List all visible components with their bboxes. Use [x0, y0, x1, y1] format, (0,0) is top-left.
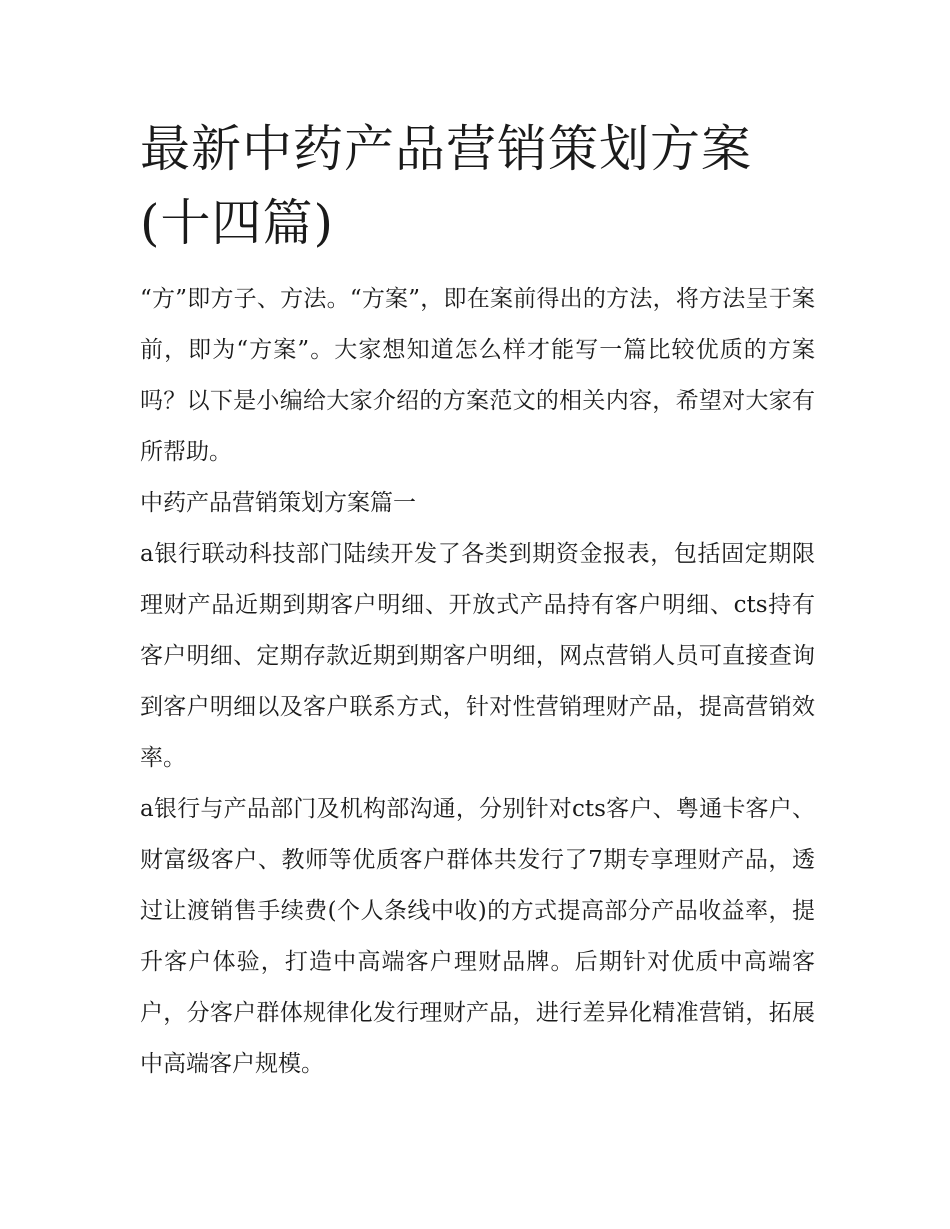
- document-title: 最新中药产品营销策划方案(十四篇): [140, 120, 752, 252]
- body-paragraph-1: a银行联动科技部门陆续开发了各类到期资金报表，包括固定期限理财产品近期到期客户明细、开放式产品持有客户明细、cts持有客户明细、定期存款近期到期客户明细，网点营销人员可直接查询到客户明细以及客户联系方式，针对性营销理财产品，提高营销效率。: [140, 541, 815, 771]
- section-heading: 中药产品营销策划方案篇一: [140, 490, 416, 516]
- intro-paragraph: “方”即方子、方法。“方案”，即在案前得出的方法，将方法呈于案前，即为“方案”。大家想知道怎么样才能写一篇比较优质的方案吗？以下是小编给大家介绍的方案范文的相关内容，希望对大家有所帮助。: [140, 286, 815, 465]
- document-page: [140, 112, 815, 1090]
- body-paragraph-2: a银行与产品部门及机构部沟通，分别针对cts客户、粤通卡客户、财富级客户、教师等优质客户群体共发行了7期专享理财产品，透过让渡销售手续费(个人条线中收)的方式提高部分产品收益率，提升客户体验，打造中高端客户理财品牌。后期针对优质中高端客户，分客户群体规律化发行理财产品，进行差异化精准营销，拓展中高端客户规模。: [140, 796, 815, 1077]
